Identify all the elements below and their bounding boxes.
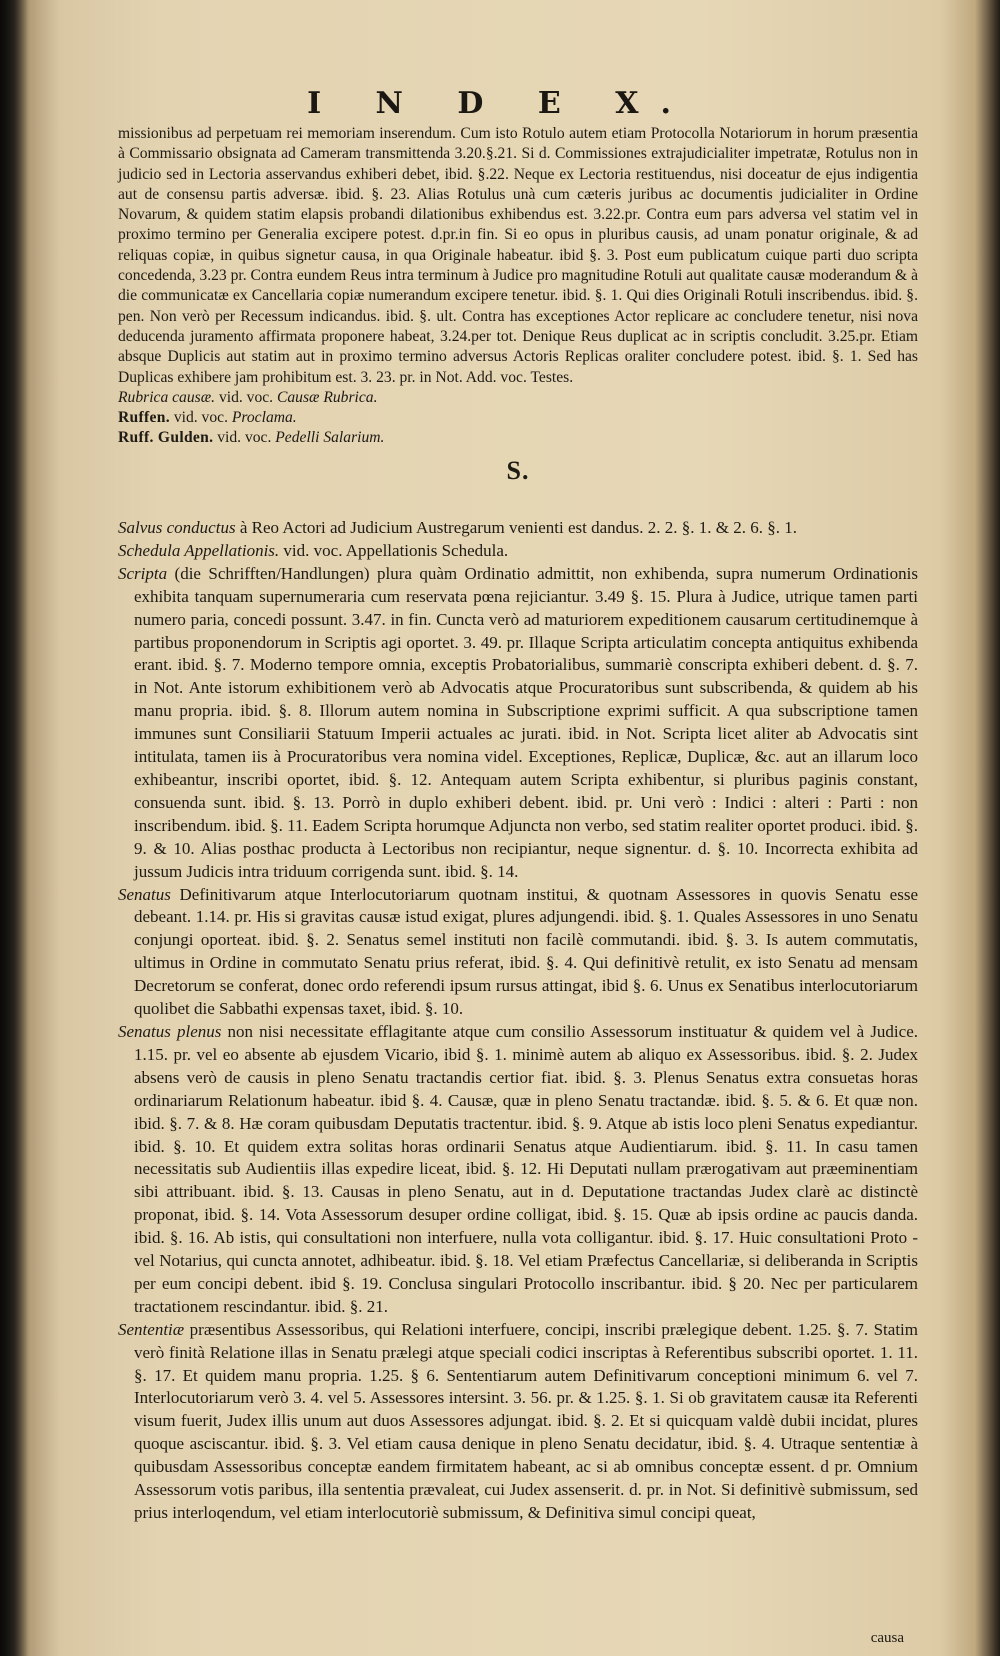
entry-text: præsentibus Assessoribus, qui Relationi interfuere, concipi, inscribi prælegique debent. 1.25. §. 7. Statim verò finità Relatione illas in Senatu prælegi atque speciali codici inscriptas à Referentibus subscribi oportet. 1. 11. §. 17. Et quidem manu propria. 1.25. § 6. Sententiarum autem Definitivarum conceptioni minimum 6. vel 7. Interlocutoriarum verò 3. 4. vel 5. Assessores intersint. 3. 56. pr. & 1.25. §. 1. Si ob gravitatem causæ ita Referenti visum fuerit, Judex illis unum aut duos Assessores adjungat. ibid. §. 2. Et si quicquam valdè dubii incidat, plures quoque asciscantur. ibid. §. 3. Vel etiam causa denique in pleno Senatu decidatur, ibid. §. 4. Utraque sententiæ à quibusdam Assessoribus conceptæ eandem firmitatem habeant, ac si ab omnibus conceptæ essent. d pr. Omnium Assessorum votis paribus, illa sententia prævaleat, cui Judex assenserit. d. pr. in Not. Si definitivè submissum, sed prius interloqendum, vel etiam interlocutoriè submissum, & Definitiva simul concipi queat,	[134, 1319, 918, 1523]
entry-head: Senatus plenus	[118, 1021, 222, 1041]
entry-head: Salvus conductus	[118, 518, 236, 538]
entry-text: non nisi necessitate efflagitante atque cum consilio Assessorum instituatur & quidem vel à Judice. 1.15. pr. vel eo absente ab ejusdem Vicario, ibid §. 1. minimè autem ab aliquo ex Assessoribus. ibid. §. 2. Judex absens verò de causis in pleno Senatu tractandis certior fiat. ibid. §. 3. Plenus Senatus extra consuetas horas ordinariarum Relationum habeatur. ibid §. 4. Causæ, quæ in pleno Senatu tractandæ. ibid. §. 5. & 6. Et quæ non. ibid. §. 7. & 8. Hæ coram quibusdam Deputatis tractentur. ibid. §. 9. Atque ab istis loco pleni Senatus expediantur. ibid. §. 10. Et quidem extra solitas horas ordinarii Senatus atque Audientiarum. ibid. §. 11. In casu tamen necessitatis sub Audientiis illas expedire liceat, ibid. §. 12. Hi Deputati nullam prærogativam aut præeminentiam sibi attribuant. ibid. §. 13. Causas in pleno Senatu, aut in d. Deputatione tractandas Judex clarè ac distinctè proponat, ibid. §. 14. Vota Assessorum desuper ordine colligat, ibid. §. 15. Quæ ab ipsis ordine ac paucis danda. ibid. §. 16. Ab istis, qui consultationi non interfuere, nulla vota colligantur. ibid. §. 17. Huic consultationi Proto - vel Notarius, qui cuncta annotet, adhibeatur. ibid. §. 18. Vel etiam Præfectus Cancellariæ, si deliberanda in Scriptis per eum concipi debent. ibid §. 19. Conclusa singulari Protocollo inscribantur. ibid. § 20. Nec per particularem tractationem rescindantur. ibid. §. 21.	[134, 1021, 918, 1316]
letter-heading: S.	[506, 455, 530, 485]
index-entry	[118, 388, 918, 408]
entry-head: Ruffen.	[118, 409, 170, 427]
entry-head: Scripta	[118, 563, 168, 583]
entry-head: Ruff. Gulden.	[118, 429, 214, 447]
running-head: I N D E X.	[307, 86, 693, 121]
entry-text: vid. voc. Appellationis Schedula.	[283, 540, 509, 560]
index-entry	[118, 563, 918, 884]
xref-target: Causæ Rubrica.	[276, 388, 378, 406]
entry-head: Schedula Appellationis.	[118, 540, 280, 560]
xref-label: vid. voc.	[217, 429, 272, 447]
xref-target: Proclama.	[231, 409, 297, 427]
entry-head: Rubrica causæ.	[118, 388, 216, 406]
entry-text: (die Schrifften/Handlungen) plura quàm Ordinatio admittit, non exhibenda, supra numerum Ordinationis exhibita tanquam supernumeraria cum reservata pœna rejiciantur. 3.49 §. 15. Plura à Judice, utrique tamen parti numero paria, concedi possunt. 3.47. in fin. Cuncta verò ad maturiorem expeditionem causarum certitudinemque à partibus proponendorum in Scriptis agi oportet. 3. 49. pr. Illaque Scripta articulatim concepta antiquitus exhibenda erant. ibid. §. 7. Moderno tempore omnia, exceptis Probatorialibus, summariè conscripta exhiberi debent. d. §. 7. in Not. Ante istorum exhibitionem verò ab Advocatis atque Procuratoribus sunt subscribenda, & quidem ab his manu propria. ibid. §. 8. Illorum autem nomina in Subscriptione exprimi sufficit. A qua subscriptione tamen immunes sunt Consiliarii Statuum Imperii actuales ac jurati. ibid. in Not. Scripta licet aliter ab Advocatis sint intitulata, tamen iis à Procuratoribus vera nomina videl. Exceptiones, Replicæ, Duplicæ, &c. aut an illarum loco exhibeantur, inscribi oportet, ibid. §. 12. Antequam autem Scripta exhibentur, si pluribus paginis constant, consuenda sunt. ibid. §. 13. Porrò in duplo exhiberi debent. ibid. pr. Uni verò : Indici : alteri : Parti : non inscribendum. ibid. §. 11. Eadem Scripta horumque Adjuncta non verbo, sed statim realiter oportet produci. ibid. §. 9. & 10. Alias posthac producta à Lectoribus non recipiantur, neque signentur. d. §. 10. Incorrecta exhibita ad jussum Judicis intra triduum corrigenda sunt. ibid. §. 14.	[134, 563, 918, 881]
index-entry	[118, 884, 918, 1021]
index-entry	[118, 1021, 918, 1319]
xref-target: Pedelli Salarium.	[275, 429, 385, 447]
xref-label: vid. voc.	[218, 388, 274, 406]
entry-head: Senatus	[118, 884, 171, 904]
continuation-paragraph: missionibus ad perpetuam rei memoriam inserendum. Cum isto Rotulo autem etiam Protocolla Notariorum in horum præsentia à Commissario obsignata ad Cameram transmittenda 3.20.§.21. Si d. Commissiones extrajudicialiter impetratæ, Rotulus non in judicio sed in Lectoria asservandus exhiberi debet, ibid. §.22. Neque ex Lectoria restituendus, nisi doceatur de ejus indigentia aut de consensu partis adversæ. ibid. §. 23. Alias Rotulus unà cum cæteris juribus ac documentis judicialiter in Ordine Novarum, & quidem statim elapsis probandi dilationibus exhibendus est. 3.22.pr. Contra eum pars adversa vel statim vel in proximo termino per Generalia excipere potest. d.pr.in fin. Si eo opus in pluribus causis, ad unam ponatur originale, & ad reliquas copiæ, in quibus signetur causa, in qua Originale habeatur. ibid §. 3. Post eum publicatum cuique parti duo scripta concedenda, 3.23 pr. Contra eundem Reus intra terminum à Judice pro magnitudine Rotuli aut qualitate causæ moderandum & à die communicatæ ex Cancellaria copiæ numerandum excipere tenetur. ibid. §. 1. Qui dies Originali Rotuli inscribendus. ibid. §. pen. Non verò per Recessum indicandus. ibid. §. ult. Contra has exceptiones Actor replicare ac concludere tenetur, nisi nova deducenda juramento affirmata proponere habeat, 3.24.per tot. Denique Reus duplicat ac in scriptis concludit. 3.25.pr. Etiam absque Duplicis aut statim aut in proximo termino adversus Actoris Replicas oraliter concludere potest. ibid. §. 1. Sed has Duplicas exhibere jam prohibitum est. 3. 23. pr. in Not. Add. voc. Testes.	[118, 125, 918, 386]
index-entry	[118, 408, 918, 428]
xref-label: vid. voc.	[173, 409, 228, 427]
index-entry	[118, 1319, 918, 1525]
index-entry	[118, 428, 918, 448]
entry-text: Definitivarum atque Interlocutoriarum quotnam institui, & quotnam Assessores in quovis Senatu esse debeant. 1.14. pr. His si gravitas causæ istud exigat, plures adjungendi. ibid. §. 1. Quales Assessores in uno Senatu conjungi oporteat. ibid. §. 2. Senatus semel instituti non facilè commutandi. ibid. §. 3. Is autem commutatis, ultimus in Ordine in commutato Senatu prius referat, ibid. §. 4. Qui definitivè retulit, ex isto Senatu ad mensam Decretorum se conferat, donec ordo referendi ipsum rursus attingat, ibid §. 6. Unus ex Senatibus interlocutoriarum quolibet die Sabbathi expensas taxet, ibid. §. 10.	[134, 884, 919, 1019]
catchword: causa	[870, 1630, 904, 1646]
index-text	[118, 124, 918, 1525]
entry-head: Sententiæ	[118, 1319, 185, 1339]
entry-text: à Reo Actori ad Judicium Austregarum venienti est dandus. 2. 2. §. 1. & 2. 6. §. 1.	[239, 518, 797, 538]
index-entry	[118, 517, 918, 540]
spine-shadow	[0, 0, 30, 1656]
index-entry	[118, 540, 918, 563]
